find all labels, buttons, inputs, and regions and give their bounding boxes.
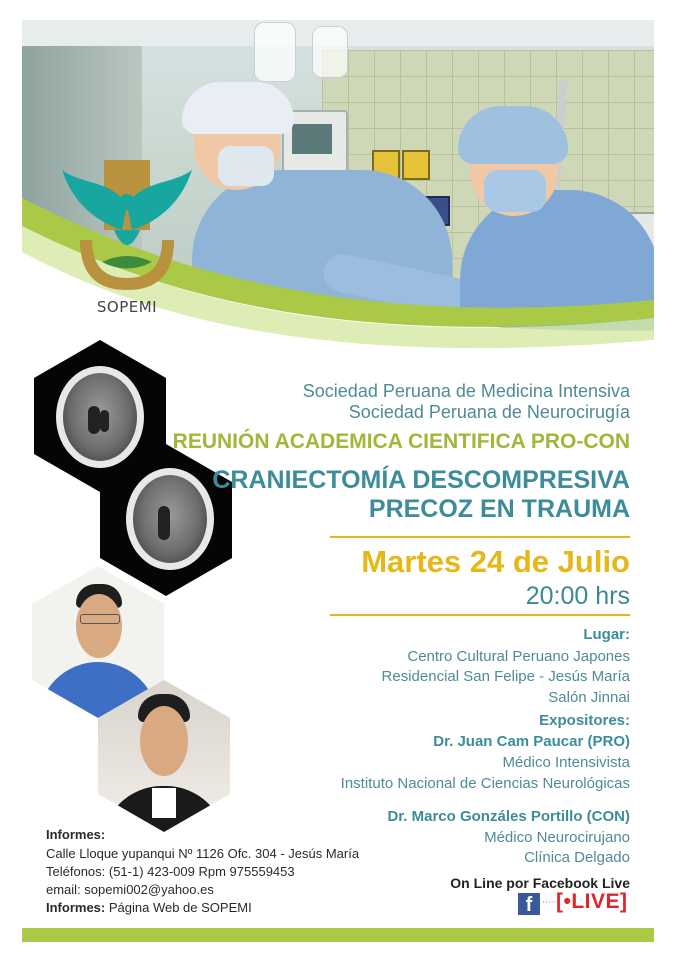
topic-line-1: CRANIECTOMÍA DESCOMPRESIVA [212,466,630,494]
speaker-con-institution: Clínica Delgado [524,849,630,866]
meeting-title: REUNIÓN ACADEMICA CIENTIFICA PRO-CON [172,430,630,453]
topic-line-2: PRECOZ EN TRAUMA [368,495,630,523]
brain-ventricle [88,406,100,434]
informes-address: Calle Lloque yupanqui Nº 1126 Ofc. 304 - Jesús María [46,846,360,861]
informes-web[interactable] [46,900,252,915]
bird-head-icon [119,194,135,210]
skull-outline [126,468,214,570]
venue-line: Salón Jinnai [548,689,630,706]
society-intensive-care: Sociedad Peruana de Medicina Intensiva [302,381,630,401]
bird-tail-icon [114,230,140,245]
divider-bottom [330,614,630,616]
footer-bar [22,928,654,942]
venue-line: Centro Cultural Peruano Japones [407,648,630,665]
speakers-label: Expositores: [539,712,630,729]
speaker-con-name: Dr. Marco Gonzáles Portillo (CON) [387,808,630,825]
online-facebook-text: On Line por Facebook Live [450,875,630,891]
speaker-shirt [152,788,176,818]
live-badge-icon[interactable]: [•LIVE] [556,890,628,913]
glasses-icon [80,614,120,624]
venue-line: Residencial San Felipe - Jesús María [381,668,630,685]
event-time: 20:00 hrs [525,582,630,610]
informes-phones: Teléfonos: (51-1) 423-009 Rpm 975559453 [46,864,295,879]
informes-title: Informes: [46,827,106,842]
brain-ventricle [100,410,109,432]
speaker-pro-role: Médico Intensivista [502,754,630,771]
informes-web-label: Informes: [46,900,106,915]
informes-email[interactable]: email: sopemi002@yahoo.es [46,882,214,897]
informes-web-text: Página Web de SOPEMI [108,900,252,915]
speaker-pro-institution: Instituto Nacional de Ciencias Neurológicas [340,775,630,792]
connector-dots: ····· [542,898,557,908]
facebook-icon[interactable]: f [518,893,540,915]
speaker-face [76,594,122,658]
speaker-pro-name: Dr. Juan Cam Paucar (PRO) [433,733,630,750]
divider-top [330,536,630,538]
brain-ventricle [158,506,170,540]
speaker-face [140,706,188,776]
speaker-con-role: Médico Neurocirujano [484,829,630,846]
logo-text: SOPEMI [96,298,158,316]
event-date: Martes 24 de Julio [361,544,630,579]
logo-leaves-icon [102,256,152,269]
sopemi-logo [52,150,202,300]
society-neurosurgery: Sociedad Peruana de Neurocirugía [348,402,630,422]
venue-label: Lugar: [583,626,630,643]
